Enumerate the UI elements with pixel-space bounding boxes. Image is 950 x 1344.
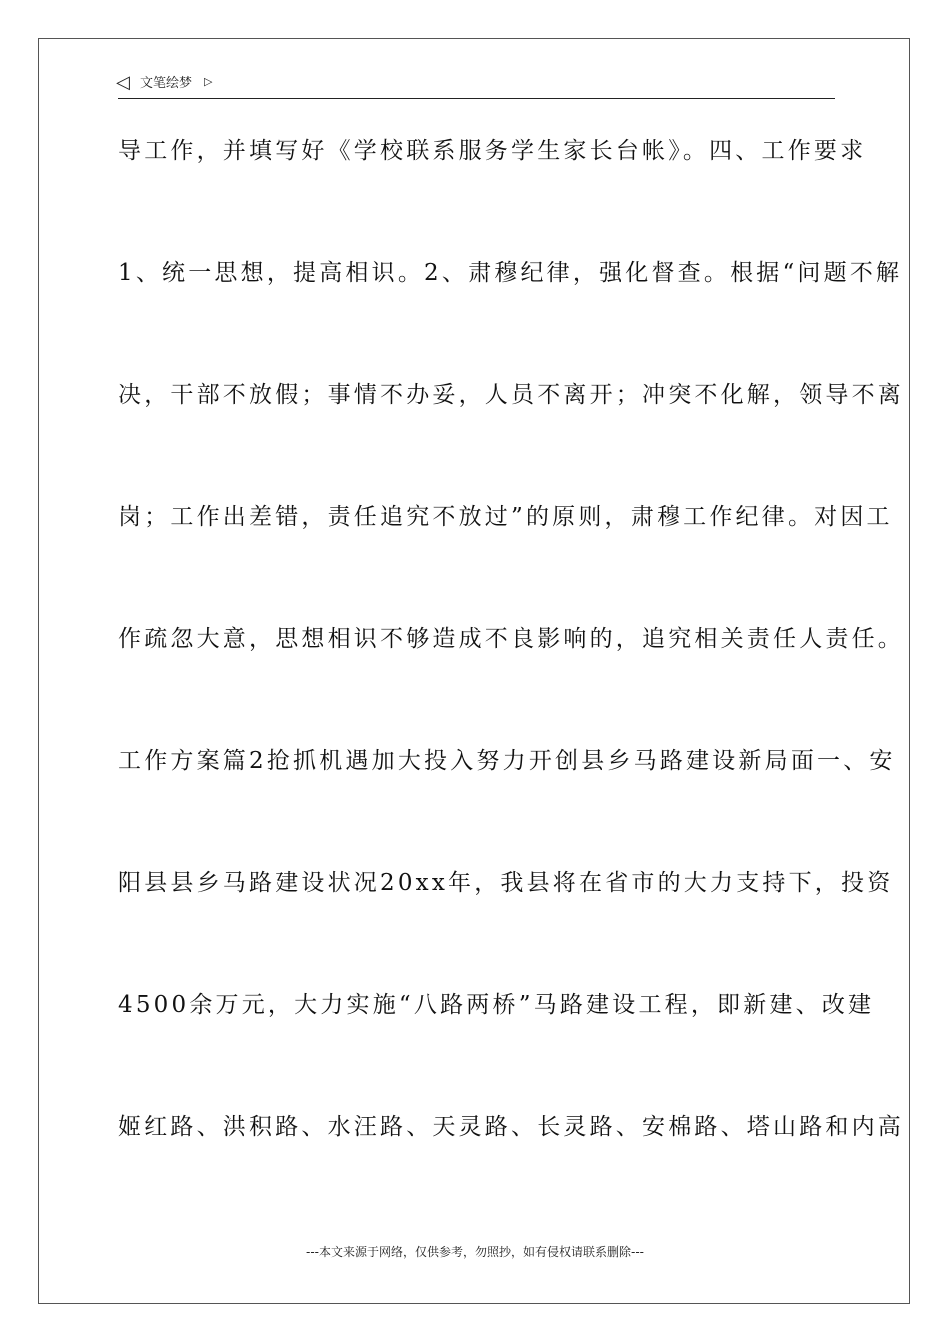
text-line: 1、统一思想，提高相识。2、肃穆纪律，强化督查。根据“问题不解 bbox=[118, 260, 903, 286]
text-line: 阳县县乡马路建设状况20xx年，我县将在省市的大力支持下，投资 bbox=[118, 870, 894, 896]
left-triangle-icon: ◁ bbox=[116, 72, 130, 93]
text-line: 岗；工作出差错，责任追究不放过”的原则，肃穆工作纪律。对因工 bbox=[118, 504, 893, 530]
header-title: 文笔绘梦 bbox=[140, 76, 193, 91]
document-body bbox=[118, 128, 904, 1226]
text-line: 导工作，并填写好《学校联系服务学生家长台帐》。四、工作要求 bbox=[118, 138, 867, 164]
text-line: 作疏忽大意，思想相识不够造成不良影响的，追究相关责任人责任。 bbox=[118, 626, 904, 652]
text-line: 决，干部不放假；事情不办妥，人员不离开；冲突不化解，领导不离 bbox=[118, 382, 904, 408]
footer-notice: ---本文来源于网络，仅供参考，勿照抄，如有侵权请联系删除--- bbox=[306, 1245, 644, 1259]
text-line: 4500余万元，大力实施“八路两桥”马路建设工程，即新建、改建 bbox=[118, 992, 875, 1018]
text-line: 姬红路、洪积路、水汪路、天灵路、长灵路、安棉路、塔山路和内高 bbox=[118, 1114, 904, 1140]
page-header bbox=[118, 72, 835, 99]
text-line: 工作方案篇2抢抓机遇加大投入努力开创县乡马路建设新局面一、安 bbox=[118, 748, 896, 774]
right-triangle-icon: ▷ bbox=[204, 75, 213, 88]
